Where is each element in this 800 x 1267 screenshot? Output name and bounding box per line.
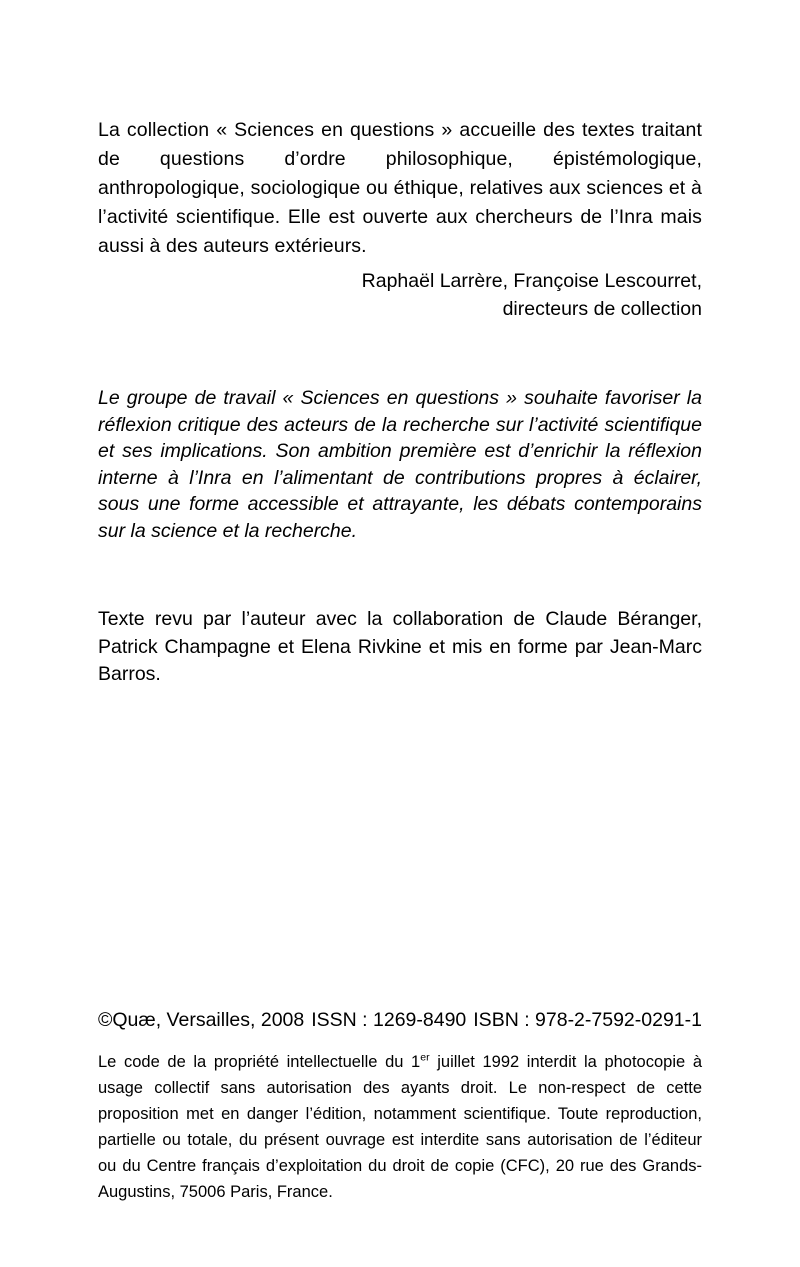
legal-notice-ordinal-superscript: er (420, 1051, 430, 1063)
mission-statement-paragraph: Le groupe de travail « Sciences en questions » souhaite favoriser la réflexion critique des acteurs de la recherche sur l’activité scientifique et ses implications. Son ambition première est d’enrichir la réflexion interne à l’Inra en l’alimentant de contributions propres à éclairer, sous une forme accessible et attrayante, les débats contemporains sur la science et la recherche. (98, 387, 702, 542)
legal-notice (98, 1049, 702, 1205)
legal-notice-text-start: Le code de la propriété intellectuelle du 1 (98, 1052, 421, 1071)
isbn-number: ISBN : 978-2-7592-0291-1 (473, 1008, 702, 1031)
imprint-line (98, 1007, 702, 1033)
attribution-role: directeurs de collection (502, 298, 702, 320)
attribution-names: Raphaël Larrère, Françoise Lescourret, (361, 270, 702, 292)
attribution-block (98, 267, 702, 323)
copyright-notice: ©Quæ, Versailles, 2008 (98, 1008, 305, 1031)
credits-paragraph: Texte revu par l’auteur avec la collaboration de Claude Béranger, Patrick Champagne et Elena Rivkine et mis en forme par Jean-Marc Barros. (98, 608, 702, 685)
legal-notice-text-end: juillet 1992 interdit la photocopie à usage collectif sans autorisation des ayants droit. Le non-respect de cette proposition met en danger l’édition, notamment scientifique. Toute reproduction, partielle ou totale, du présent ouvrage est interdite sans autorisation de l’éditeur ou du Centre français d’exploitation du droit de copie (CFC), 20 rue des Grands-Augustins, 75006 Paris, France. (98, 1052, 702, 1201)
collection-intro-paragraph: La collection « Sciences en questions » accueille des textes traitant de questions d’ordre philosophique, épistémologique, anthropologique, sociologique ou éthique, relatives aux sciences et à l’activité scientifique. Elle est ouverte aux chercheurs de l’Inra mais aussi à des auteurs extérieurs. (98, 119, 702, 257)
issn-number: ISSN : 1269-8490 (311, 1008, 467, 1031)
